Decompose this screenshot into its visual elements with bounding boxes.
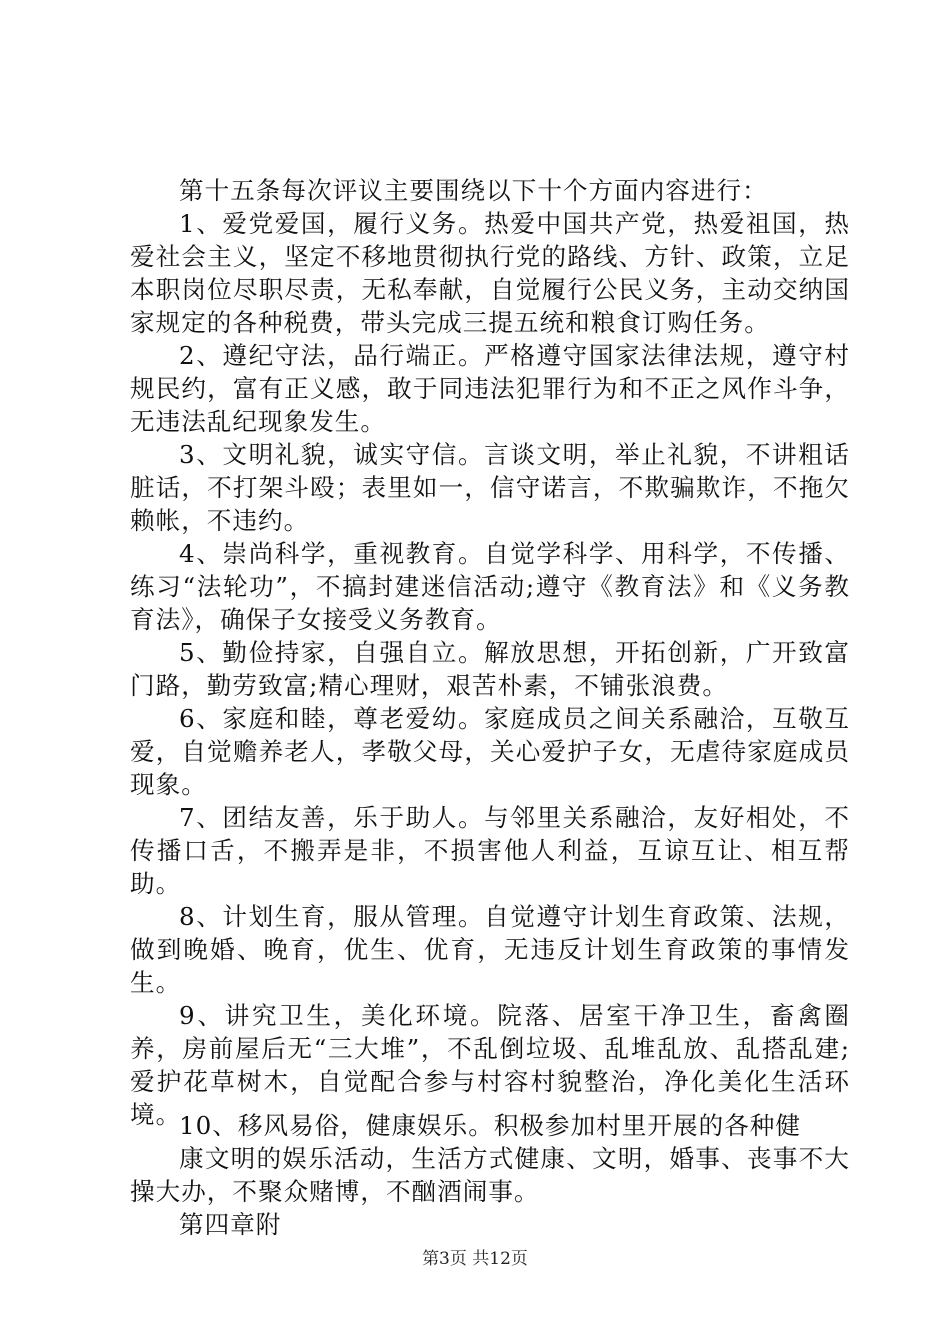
list-item-2: 2、遵纪守法，品行端正。严格遵守国家法律法规，遵守村规民约，富有正义感，敢于同违法犯罪行为和不正之风作斗争，无违法乱纪现象发生。 xyxy=(130,341,850,436)
list-item-5: 5、勤俭持家，自强自立。解放思想，开拓创新，广开致富门路，勤劳致富;精心理财，艰苦朴素，不铺张浪费。 xyxy=(130,638,850,700)
article-intro: 第十五条每次评议主要围绕以下十个方面内容进行： xyxy=(179,176,768,205)
list-item-10-first-line: 10、移风易俗，健康娱乐。积极参加村里开展的各种健 xyxy=(179,1111,801,1140)
list-item-9: 9、讲究卫生，美化环境。院落、居室干净卫生，畜禽圈养，房前屋后无“三大堆”，不乱倒垃圾、乱堆乱放、乱搭乱建;爱护花草树木，自觉配合参与村容村貌整治，净化美化生活环境。 xyxy=(130,1001,850,1129)
list-item-7: 7、团结友善，乐于助人。与邻里关系融洽，友好相处，不传播口舌，不搬弄是非，不损害他人利益，互谅互让、相互帮助。 xyxy=(130,803,850,898)
chapter-heading: 第四章附 xyxy=(179,1210,282,1239)
list-item-3: 3、文明礼貌，诚实守信。言谈文明，举止礼貌，不讲粗话脏话，不打架斗殴；表里如一，信守诺言，不欺骗欺诈，不拖欠赖帐，不违约。 xyxy=(130,440,850,535)
list-item-4: 4、崇尚科学，重视教育。自觉学科学、用科学，不传播、练习“法轮功”，不搞封建迷信活动;遵守《教育法》和《义务教育法》，确保子女接受义务教育。 xyxy=(130,539,850,634)
list-item-6: 6、家庭和睦，尊老爱幼。家庭成员之间关系融洽，互敬互爱，自觉赡养老人，孝敬父母，关心爱护子女，无虐待家庭成员现象。 xyxy=(130,704,850,799)
list-item-8: 8、计划生育，服从管理。自觉遵守计划生育政策、法规，做到晚婚、晚育，优生、优育，无违反计划生育政策的事情发生。 xyxy=(130,902,850,997)
list-item-10-continuation: 康文明的娱乐活动，生活方式健康、文明，婚事、丧事不大操大办，不聚众赌博，不酗酒闹事。 xyxy=(130,1144,850,1206)
page-footer: 第3页 共12页 xyxy=(422,1249,528,1269)
list-item-1: 1、爱党爱国，履行义务。热爱中国共产党，热爱祖国，热爱社会主义，坚定不移地贯彻执行党的路线、方针、政策，立足本职岗位尽职尽责，无私奉献，自觉履行公民义务，主动交纳国家规定的各种税费，带头完成三提五统和粮食订购任务。 xyxy=(130,209,850,337)
